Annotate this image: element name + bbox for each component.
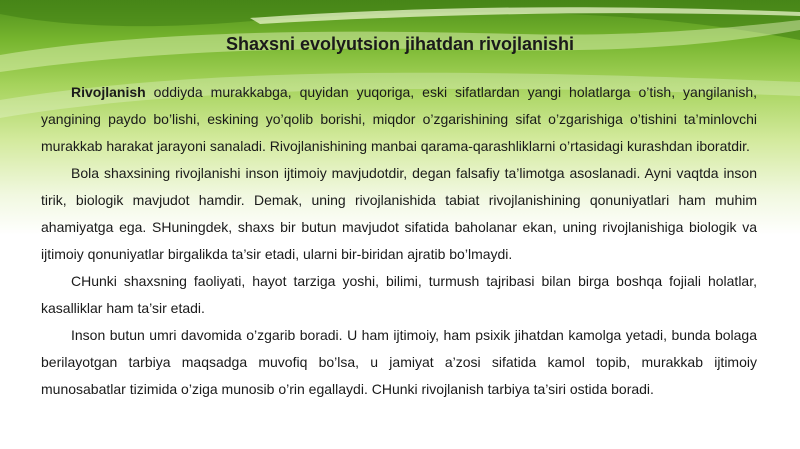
paragraph-text: oddiyda murakkabga, quyidan yuqoriga, eski sifatlardan yangi holatlarga o’tish, yangilanish, yangining paydo bo’lishi, eskining yo’qolib borishi, miqdor o’zgarishining sifat o’zgarishiga o’tishini ta’minlovchi murakkab harakat jarayoni sanaladi. Rivojlanishining manbai qarama-qarashliklarni o’rtasidagi kurashdan iboratdir. (41, 84, 757, 154)
paragraph-4: Inson butun umri davomida o’zgarib boradi. U ham ijtimoiy, ham psixik jihatdan kamolga yetadi, bunda bolaga berilayotgan tarbiya maqsadga muvofiq bo’lsa, u jamiyat a’zosi sifatida kamol topib, murakkab ijtimoiy munosabatlar tizimida o’ziga munosib o’rin egallaydi. CHunki rivojlanish tarbiya ta’siri ostida boradi. (41, 327, 757, 397)
key-term: Rivojlanish (71, 84, 146, 100)
slide-body (41, 79, 757, 403)
paragraph-1 (41, 79, 757, 160)
slide-title: Shaxsni evolyutsion jihatdan rivojlanishi (225, 34, 575, 54)
paragraph-2: Bola shaxsining rivojlanishi inson ijtimoiy mavjudotdir, degan falsafiy ta’limotga asoslanadi. Ayni vaqtda inson tirik, biologik mavjudot hamdir. Demak, uning rivojlanishida tabiat rivojlanishining qonuniyatlari ham muhim ahamiyatga ega. SHuningdek, shaxs bir butun mavjudot sifatida baholanar ekan, uning rivojlanishiga biologik va ijtimoiy qonuniyatlar birgalikda ta’sir etadi, ularni bir-biridan ajratib bo’lmaydi. (41, 165, 757, 262)
paragraph-3: CHunki shaxsning faoliyati, hayot tarziga yoshi, bilimi, turmush tajribasi bilan birga boshqa fojiali holatlar, kasalliklar ham ta’sir etadi. (41, 273, 757, 316)
